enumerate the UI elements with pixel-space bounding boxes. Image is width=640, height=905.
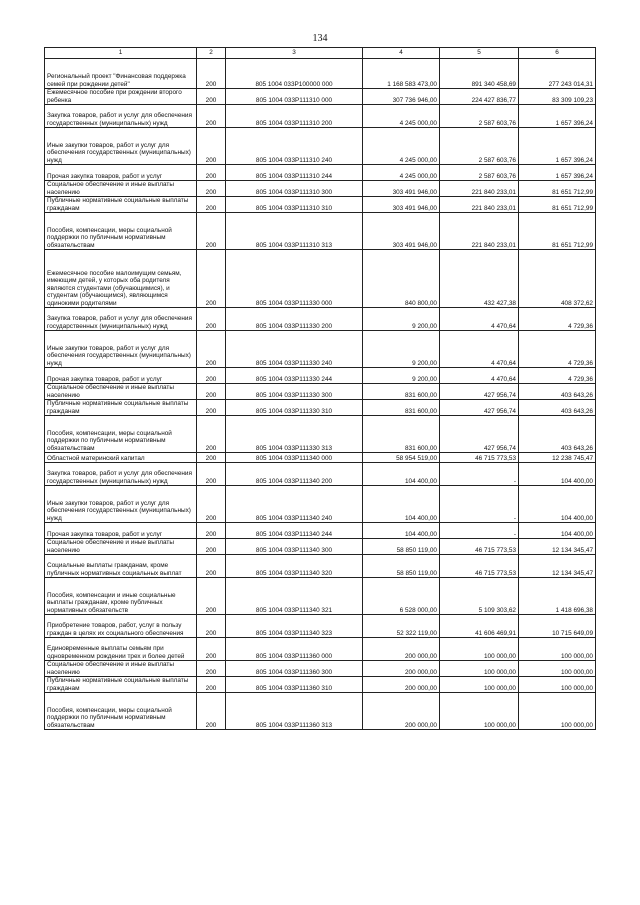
row-column-2-cell: 200 — [197, 416, 226, 453]
table-row — [45, 539, 596, 555]
row-column-6-cell: 408 372,62 — [519, 250, 596, 308]
row-column-2-cell: 200 — [197, 368, 226, 384]
row-column-5-cell: 100 000,00 — [440, 677, 519, 693]
row-column-2-cell: 200 — [197, 486, 226, 523]
row-column-6-cell: 104 400,00 — [519, 523, 596, 539]
row-column-2-cell: 200 — [197, 105, 226, 128]
row-column-4-cell: 58 850 119,00 — [363, 539, 440, 555]
row-name-cell: Закупка товаров, работ и услуг для обеспечения государственных (муниципальных) нужд — [45, 105, 197, 128]
row-column-4-cell: 4 245 000,00 — [363, 128, 440, 165]
row-column-6-cell: 403 643,26 — [519, 416, 596, 453]
row-code-cell: 805 1004 033P111310 313 — [226, 213, 363, 250]
table-row — [45, 128, 596, 165]
row-column-4-cell: 9 200,00 — [363, 308, 440, 331]
row-name-cell: Публичные нормативные социальные выплаты гражданам — [45, 400, 197, 416]
table-row — [45, 89, 596, 105]
row-column-4-cell: 303 491 946,00 — [363, 197, 440, 213]
row-column-5-cell: 224 427 836,77 — [440, 89, 519, 105]
table-row — [45, 578, 596, 615]
row-code-cell: 805 1004 033P111310 300 — [226, 181, 363, 197]
row-code-cell: 805 1004 033P111360 313 — [226, 693, 363, 730]
row-column-6-cell: 403 643,26 — [519, 384, 596, 400]
row-name-cell: Пособия, компенсации, меры социальной поддержки по публичным нормативным обязательствам — [45, 416, 197, 453]
row-column-2-cell: 200 — [197, 638, 226, 661]
row-column-2-cell: 200 — [197, 181, 226, 197]
row-code-cell: 805 1004 033P111310 200 — [226, 105, 363, 128]
row-column-2-cell: 200 — [197, 661, 226, 677]
page-number: 134 — [312, 33, 328, 44]
row-column-4-cell: 1 168 583 473,00 — [363, 59, 440, 89]
table-row — [45, 523, 596, 539]
row-code-cell: 805 1004 033P111310 240 — [226, 128, 363, 165]
row-code-cell: 805 1004 033P111330 244 — [226, 368, 363, 384]
row-column-2-cell: 200 — [197, 59, 226, 89]
row-name-cell: Областной материнский капитал — [45, 453, 197, 463]
row-column-4-cell: 4 245 000,00 — [363, 105, 440, 128]
row-column-4-cell: 58 954 519,00 — [363, 453, 440, 463]
row-column-5-cell: 4 470,64 — [440, 368, 519, 384]
column-header-5: 5 — [440, 48, 519, 59]
row-column-4-cell: 831 600,00 — [363, 384, 440, 400]
row-column-4-cell: 104 400,00 — [363, 523, 440, 539]
row-column-5-cell: 427 956,74 — [440, 384, 519, 400]
table-row — [45, 400, 596, 416]
row-name-cell: Иные закупки товаров, работ и услуг для обеспечения государственных (муниципальных) нужд — [45, 331, 197, 368]
table-row — [45, 181, 596, 197]
row-code-cell: 805 1004 033P111310 310 — [226, 197, 363, 213]
row-column-5-cell: 432 427,38 — [440, 250, 519, 308]
row-column-2-cell: 200 — [197, 128, 226, 165]
row-column-4-cell: 303 491 946,00 — [363, 181, 440, 197]
row-name-cell: Социальное обеспечение и иные выплаты населению — [45, 181, 197, 197]
column-header-1: 1 — [45, 48, 197, 59]
row-code-cell: 805 1004 033P111360 310 — [226, 677, 363, 693]
row-column-4-cell: 6 528 000,00 — [363, 578, 440, 615]
row-column-6-cell: 81 651 712,99 — [519, 213, 596, 250]
row-column-4-cell: 52 322 119,00 — [363, 615, 440, 638]
column-header-6: 6 — [519, 48, 596, 59]
table-row — [45, 677, 596, 693]
row-column-2-cell: 200 — [197, 308, 226, 331]
column-header-3: 3 — [226, 48, 363, 59]
row-column-6-cell: 104 400,00 — [519, 486, 596, 523]
row-code-cell: 805 1004 033P111340 300 — [226, 539, 363, 555]
row-column-6-cell: 10 715 649,09 — [519, 615, 596, 638]
table-row — [45, 250, 596, 308]
table-row — [45, 416, 596, 453]
row-code-cell: 805 1004 033P111330 313 — [226, 416, 363, 453]
row-column-5-cell: 46 715 773,53 — [440, 453, 519, 463]
row-name-cell: Публичные нормативные социальные выплаты гражданам — [45, 677, 197, 693]
row-column-2-cell: 200 — [197, 578, 226, 615]
row-name-cell: Социальное обеспечение и иные выплаты населению — [45, 661, 197, 677]
column-header-2: 2 — [197, 48, 226, 59]
row-column-2-cell: 200 — [197, 523, 226, 539]
row-column-5-cell: 2 587 603,76 — [440, 128, 519, 165]
row-column-6-cell: 12 134 345,47 — [519, 555, 596, 578]
budget-table — [44, 47, 596, 730]
row-code-cell: 805 1004 033P111360 000 — [226, 638, 363, 661]
row-column-2-cell: 200 — [197, 197, 226, 213]
row-name-cell: Пособия, компенсации и иные социальные выплаты гражданам, кроме публичных нормативных обязательств — [45, 578, 197, 615]
row-column-5-cell: 5 109 303,62 — [440, 578, 519, 615]
row-column-2-cell: 200 — [197, 400, 226, 416]
column-header-4: 4 — [363, 48, 440, 59]
table-row — [45, 105, 596, 128]
row-column-6-cell: 1 657 396,24 — [519, 105, 596, 128]
row-column-5-cell: 100 000,00 — [440, 693, 519, 730]
row-column-2-cell: 200 — [197, 165, 226, 181]
row-column-2-cell: 200 — [197, 539, 226, 555]
row-column-6-cell: 277 243 014,31 — [519, 59, 596, 89]
row-code-cell: 805 1004 033P111310 244 — [226, 165, 363, 181]
row-name-cell: Пособия, компенсации, меры социальной поддержки по публичным нормативным обязательствам — [45, 693, 197, 730]
row-code-cell: 805 1004 033P111330 000 — [226, 250, 363, 308]
row-column-4-cell: 200 000,00 — [363, 693, 440, 730]
row-column-4-cell: 200 000,00 — [363, 638, 440, 661]
row-column-6-cell: 100 000,00 — [519, 638, 596, 661]
row-name-cell: Публичные нормативные социальные выплаты гражданам — [45, 197, 197, 213]
row-name-cell: Социальное обеспечение и иные выплаты населению — [45, 384, 197, 400]
row-name-cell: Пособия, компенсации, меры социальной поддержки по публичным нормативным обязательствам — [45, 213, 197, 250]
row-column-2-cell: 200 — [197, 384, 226, 400]
row-column-4-cell: 831 600,00 — [363, 416, 440, 453]
row-column-2-cell: 200 — [197, 555, 226, 578]
row-column-2-cell: 200 — [197, 453, 226, 463]
row-column-6-cell: 100 000,00 — [519, 677, 596, 693]
table-row — [45, 384, 596, 400]
row-column-4-cell: 9 200,00 — [363, 368, 440, 384]
row-name-cell: Прочая закупка товаров, работ и услуг — [45, 165, 197, 181]
row-column-5-cell: 4 470,64 — [440, 308, 519, 331]
row-column-6-cell: 100 000,00 — [519, 661, 596, 677]
table-row — [45, 308, 596, 331]
table-row — [45, 331, 596, 368]
row-code-cell: 805 1004 033P111340 320 — [226, 555, 363, 578]
row-code-cell: 805 1004 033P111360 300 — [226, 661, 363, 677]
row-column-5-cell: 100 000,00 — [440, 638, 519, 661]
row-column-2-cell: 200 — [197, 250, 226, 308]
table-row — [45, 486, 596, 523]
row-name-cell: Иные закупки товаров, работ и услуг для обеспечения государственных (муниципальных) нужд — [45, 128, 197, 165]
row-column-6-cell: 4 729,36 — [519, 331, 596, 368]
row-column-4-cell: 200 000,00 — [363, 661, 440, 677]
row-column-2-cell: 200 — [197, 677, 226, 693]
row-column-6-cell: 100 000,00 — [519, 693, 596, 730]
row-column-6-cell: 1 657 396,24 — [519, 128, 596, 165]
row-code-cell: 805 1004 033P111340 244 — [226, 523, 363, 539]
row-column-2-cell: 200 — [197, 615, 226, 638]
row-name-cell: Закупка товаров, работ и услуг для обеспечения государственных (муниципальных) нужд — [45, 308, 197, 331]
table-row — [45, 555, 596, 578]
table-row — [45, 453, 596, 463]
row-column-5-cell: 221 840 233,01 — [440, 213, 519, 250]
row-column-2-cell: 200 — [197, 213, 226, 250]
row-column-6-cell: 403 643,26 — [519, 400, 596, 416]
row-name-cell: Приобретение товаров, работ, услуг в пользу граждан в целях их социального обеспечения — [45, 615, 197, 638]
row-name-cell: Ежемесячное пособие малоимущим семьям, имеющим детей, у которых оба родителя являются студентами (обучающимися), и студентам (обучающимся), являющимся одинокими родителями — [45, 250, 197, 308]
row-column-2-cell: 200 — [197, 89, 226, 105]
row-code-cell: 805 1004 033P111340 200 — [226, 463, 363, 486]
row-column-4-cell: 831 600,00 — [363, 400, 440, 416]
row-name-cell: Региональный проект "Финансовая поддержка семей при рождении детей" — [45, 59, 197, 89]
row-column-6-cell: 1 418 696,38 — [519, 578, 596, 615]
row-column-5-cell: - — [440, 523, 519, 539]
row-column-5-cell: 4 470,64 — [440, 331, 519, 368]
row-name-cell: Прочая закупка товаров, работ и услуг — [45, 523, 197, 539]
table-row — [45, 165, 596, 181]
row-name-cell: Единовременные выплаты семьям при одновременном рождении трех и более детей — [45, 638, 197, 661]
row-column-5-cell: 427 956,74 — [440, 400, 519, 416]
row-column-6-cell: 1 657 396,24 — [519, 165, 596, 181]
row-code-cell: 805 1004 033P111330 310 — [226, 400, 363, 416]
row-code-cell: 805 1004 033P100000 000 — [226, 59, 363, 89]
table-row — [45, 661, 596, 677]
row-name-cell: Иные закупки товаров, работ и услуг для обеспечения государственных (муниципальных) нужд — [45, 486, 197, 523]
row-column-5-cell: 221 840 233,01 — [440, 197, 519, 213]
row-column-4-cell: 4 245 000,00 — [363, 165, 440, 181]
row-column-5-cell: - — [440, 486, 519, 523]
row-code-cell: 805 1004 033P111310 000 — [226, 89, 363, 105]
row-column-5-cell: - — [440, 463, 519, 486]
row-column-5-cell: 100 000,00 — [440, 661, 519, 677]
row-column-2-cell: 200 — [197, 331, 226, 368]
row-column-5-cell: 46 715 773,53 — [440, 539, 519, 555]
row-code-cell: 805 1004 033P111330 240 — [226, 331, 363, 368]
row-name-cell: Ежемесячное пособие при рождении второго ребенка — [45, 89, 197, 105]
row-name-cell: Закупка товаров, работ и услуг для обеспечения государственных (муниципальных) нужд — [45, 463, 197, 486]
row-code-cell: 805 1004 033P111330 300 — [226, 384, 363, 400]
row-column-2-cell: 200 — [197, 693, 226, 730]
table-row — [45, 638, 596, 661]
row-name-cell: Прочая закупка товаров, работ и услуг — [45, 368, 197, 384]
row-column-6-cell: 81 651 712,99 — [519, 181, 596, 197]
row-code-cell: 805 1004 033P111340 323 — [226, 615, 363, 638]
row-column-5-cell: 2 587 603,76 — [440, 105, 519, 128]
row-column-4-cell: 104 400,00 — [363, 486, 440, 523]
row-column-4-cell: 840 800,00 — [363, 250, 440, 308]
row-column-2-cell: 200 — [197, 463, 226, 486]
row-column-6-cell: 83 309 109,23 — [519, 89, 596, 105]
row-column-4-cell: 200 000,00 — [363, 677, 440, 693]
row-column-5-cell: 221 840 233,01 — [440, 181, 519, 197]
row-column-5-cell: 427 956,74 — [440, 416, 519, 453]
row-column-6-cell: 4 729,36 — [519, 368, 596, 384]
table-row — [45, 463, 596, 486]
row-column-6-cell: 4 729,36 — [519, 308, 596, 331]
table-row — [45, 368, 596, 384]
row-name-cell: Социальные выплаты гражданам, кроме публичных нормативных социальных выплат — [45, 555, 197, 578]
table-row — [45, 59, 596, 89]
row-column-4-cell: 303 491 946,00 — [363, 213, 440, 250]
row-column-5-cell: 891 340 458,69 — [440, 59, 519, 89]
row-code-cell: 805 1004 033P111340 240 — [226, 486, 363, 523]
table-row — [45, 197, 596, 213]
row-column-4-cell: 9 200,00 — [363, 331, 440, 368]
row-column-4-cell: 307 736 946,00 — [363, 89, 440, 105]
table-row — [45, 693, 596, 730]
row-column-6-cell: 104 400,00 — [519, 463, 596, 486]
row-column-5-cell: 46 715 773,53 — [440, 555, 519, 578]
row-column-5-cell: 41 606 469,91 — [440, 615, 519, 638]
row-column-6-cell: 81 651 712,99 — [519, 197, 596, 213]
row-code-cell: 805 1004 033P111340 321 — [226, 578, 363, 615]
row-name-cell: Социальное обеспечение и иные выплаты населению — [45, 539, 197, 555]
row-code-cell: 805 1004 033P111340 000 — [226, 453, 363, 463]
row-column-4-cell: 104 400,00 — [363, 463, 440, 486]
table-row — [45, 615, 596, 638]
table-header-row — [45, 48, 596, 59]
table-row — [45, 213, 596, 250]
row-column-4-cell: 58 850 119,00 — [363, 555, 440, 578]
row-code-cell: 805 1004 033P111330 200 — [226, 308, 363, 331]
row-column-6-cell: 12 134 345,47 — [519, 539, 596, 555]
row-column-5-cell: 2 587 603,76 — [440, 165, 519, 181]
row-column-6-cell: 12 238 745,47 — [519, 453, 596, 463]
